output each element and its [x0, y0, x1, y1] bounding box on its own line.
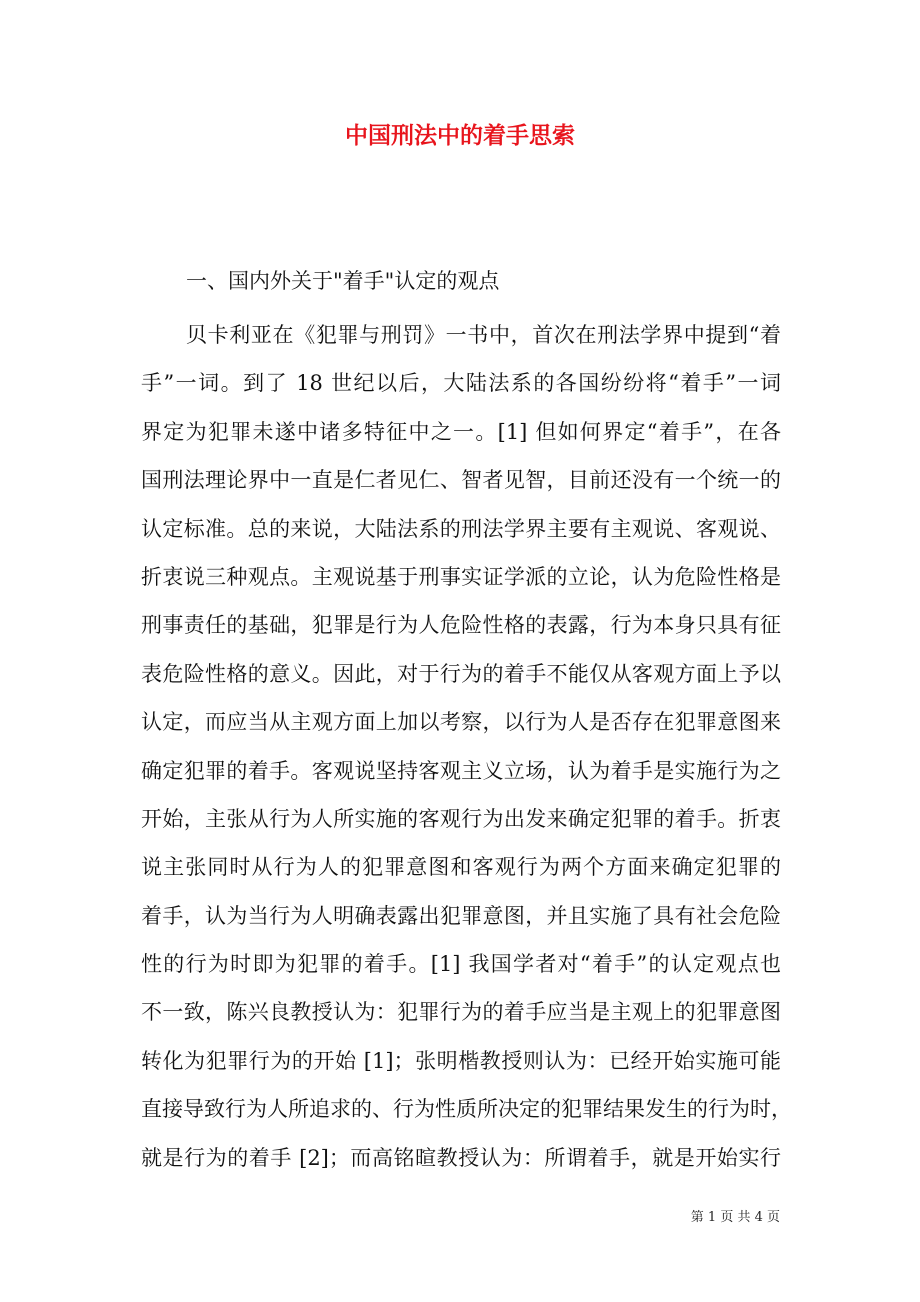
body-paragraph: [141, 311, 792, 1182]
body-line: 认定，而应当从主观方面上加以考察，以行为人是否存在犯罪意图来: [141, 710, 781, 735]
section-heading: 一、国内外关于"着手"认定的观点: [186, 269, 500, 293]
body-line: 刑事责任的基础，犯罪是行为人危险性格的表露，行为本身只具有征: [141, 613, 781, 638]
body-line: 直接导致行为人所追求的、行为性质所决定的犯罪结果发生的行为时，: [141, 1097, 792, 1122]
body-line: 国刑法理论界中一直是仁者见仁、智者见智，目前还没有一个统一的: [141, 468, 781, 493]
body-line: 就是行为的着手 [2]；而高铭暄教授认为：所谓着手，就是开始实行: [141, 1145, 781, 1170]
body-line: 转化为犯罪行为的开始 [1]；张明楷教授则认为：已经开始实施可能: [141, 1048, 781, 1073]
document-title: 中国刑法中的着手思索: [345, 122, 575, 149]
body-line: 着手，认为当行为人明确表露出犯罪意图，并且实施了具有社会危险: [141, 903, 781, 928]
body-line: 性的行为时即为犯罪的着手。[1] 我国学者对“着手”的认定观点也: [141, 952, 781, 977]
body-line: 不一致，陈兴良教授认为：犯罪行为的着手应当是主观上的犯罪意图: [141, 1000, 781, 1025]
body-line: 界定为犯罪未遂中诸多特征中之一。[1] 但如何界定“着手”，在各: [141, 419, 781, 444]
body-line: 贝卡利亚在《犯罪与刑罚》一书中，首次在刑法学界中提到“着: [186, 323, 781, 347]
page-number-footer: 第 1 页 共 4 页: [690, 1210, 780, 1225]
body-line: 开始，主张从行为人所实施的客观行为出发来确定犯罪的着手。折衷: [141, 806, 781, 831]
body-line: 认定标准。总的来说，大陆法系的刑法学界主要有主观说、客观说、: [141, 516, 781, 541]
body-line: 折衷说三种观点。主观说基于刑事实证学派的立论，认为危险性格是: [141, 564, 781, 589]
body-line: 说主张同时从行为人的犯罪意图和客观行为两个方面来确定犯罪的: [141, 855, 781, 880]
body-line: 手”一词。到了 18 世纪以后，大陆法系的各国纷纷将“着手”一词: [141, 371, 781, 396]
body-line: 确定犯罪的着手。客观说坚持客观主义立场，认为着手是实施行为之: [141, 758, 781, 783]
body-line: 表危险性格的意义。因此，对于行为的着手不能仅从客观方面上予以: [141, 661, 781, 686]
